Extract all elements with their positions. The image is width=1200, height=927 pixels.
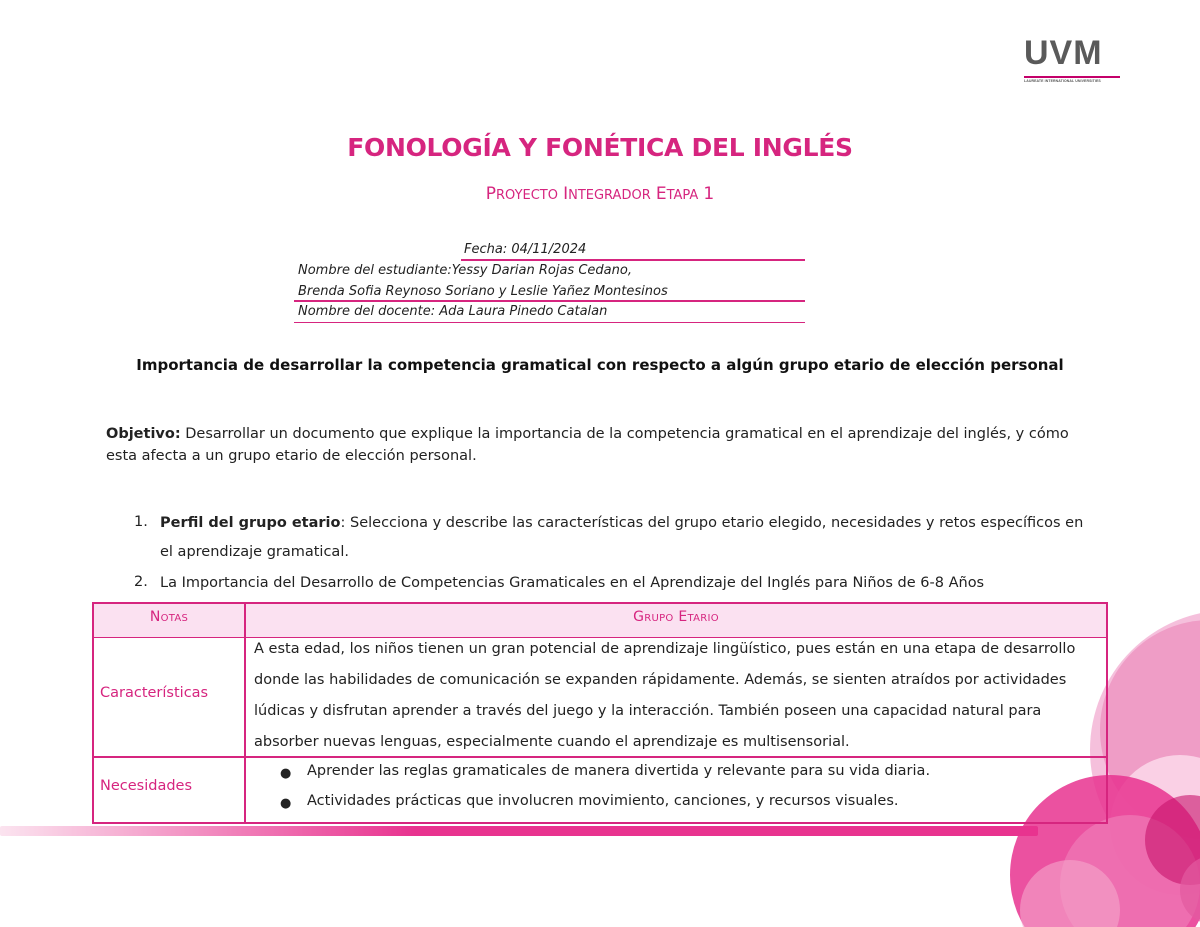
logo-wordmark: UVM (1024, 34, 1103, 72)
table-column-divider (244, 604, 246, 822)
decorative-stripe (0, 826, 1038, 836)
logo-tagline: LAUREATE INTERNATIONAL UNIVERSITIES (1024, 79, 1101, 83)
logo-rule (1024, 76, 1120, 78)
objective-text-line1: Desarrollar un documento que explique la importancia de la competencia gramatical en el aprendizaje del inglés, y cómo (185, 426, 1069, 442)
student-rule (294, 300, 805, 302)
bullet-icon: ● (280, 766, 292, 781)
objective-label: Objetivo: (106, 426, 181, 442)
list-item-1-text: : Selecciona y describe las características del grupo etario elegido, necesidades y retos específicos en (340, 515, 1084, 531)
section-heading: Importancia de desarrollar la competencia gramatical con respecto a algún grupo etario de elección personal (136, 356, 1064, 374)
document-subtitle: PROYECTO INTEGRADOR ETAPA 1 (485, 184, 715, 204)
necesidades-bullet-1: Aprender las reglas gramaticales de manera divertida y relevante para su vida diaria. (307, 763, 931, 779)
uvm-logo (1024, 34, 1122, 84)
row-label-necesidades: Necesidades (100, 778, 193, 794)
list-item-1-label: Perfil del grupo etario (160, 515, 341, 531)
necesidades-bullet-2: Actividades prácticas que involucren movimiento, canciones, y recursos visuales. (307, 793, 899, 809)
cell-line: A esta edad, los niños tienen un gran potencial de aprendizaje lingüístico, pues están en una etapa de desarrollo (254, 641, 1076, 657)
cell-line: lúdicas y disfrutan aprender a través del juego y la interacción. También poseen una capacidad natural para (254, 703, 1042, 719)
teacher-rule (294, 322, 805, 323)
document-title: FONOLOGÍA Y FONÉTICA DEL INGLÉS (347, 133, 853, 162)
date-rule (461, 259, 805, 261)
table-header-grupo-etario: Grupo Etario (633, 609, 719, 625)
student-name-line2: Brenda Sofia Reynoso Soriano y Leslie Yañez Montesinos (298, 284, 668, 299)
list-item-1 (160, 512, 1083, 534)
teacher-name: Nombre del docente: Ada Laura Pinedo Catalan (298, 304, 608, 319)
objective-paragraph (106, 423, 1106, 445)
table-header-notas: Notas (149, 609, 189, 625)
list-number-1: 1. (134, 514, 148, 530)
date-field: Fecha: 04/11/2024 (464, 242, 587, 257)
objective-text-line2: esta afecta a un grupo etario de elección personal. (106, 448, 477, 464)
row-label-caracteristicas: Características (100, 685, 209, 701)
list-item-2: La Importancia del Desarrollo de Competencias Gramaticales en el Aprendizaje del Inglés para Niños de 6-8 Años (160, 575, 985, 591)
table-cell-caracteristicas (254, 634, 1075, 758)
list-item-1-continued: el aprendizaje gramatical. (160, 544, 349, 560)
cell-line: donde las habilidades de comunicación se expanden rápidamente. Además, se sienten atraídos por actividades (254, 672, 1067, 688)
bullet-icon: ● (280, 796, 292, 811)
cell-line: absorber nuevas lenguas, especialmente cuando el aprendizaje es multisensorial. (254, 734, 850, 750)
data-table (92, 602, 1108, 824)
list-number-2: 2. (134, 574, 148, 590)
student-name-line1: Nombre del estudiante:Yessy Darian Rojas Cedano, (298, 263, 632, 278)
